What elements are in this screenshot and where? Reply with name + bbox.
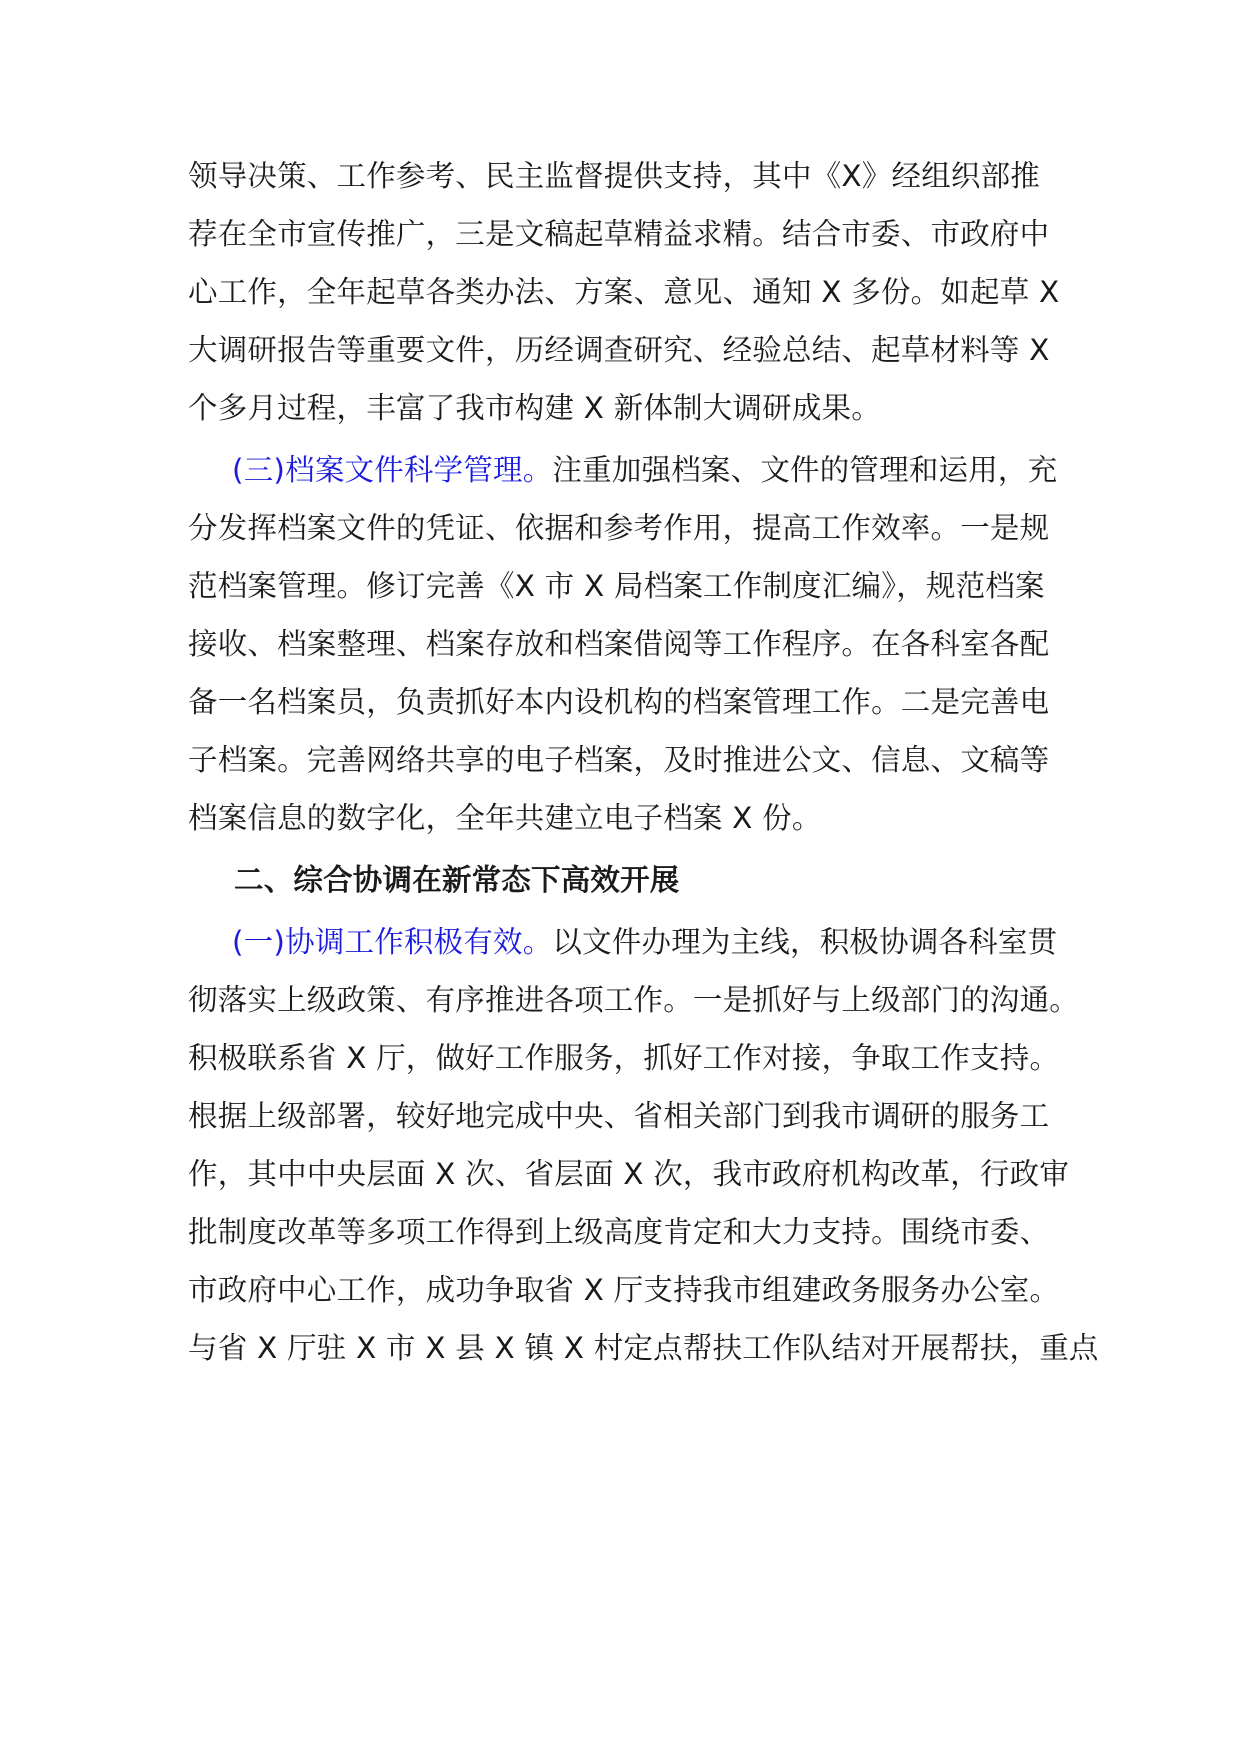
section-heading-2: 二、综合协调在新常态下高效开展 <box>234 863 680 897</box>
text-line: 荐在全市宣传推广，三是文稿起草精益求精。结合市委、市政府中 <box>188 217 1050 251</box>
text-line: 范档案管理。修订完善《X 市 X 局档案工作制度汇编》，规范档案 <box>188 569 1045 603</box>
text-line: 积极联系省 X 厅，做好工作服务，抓好工作对接，争取工作支持。 <box>188 1041 1060 1075</box>
text-line: 批制度改革等多项工作得到上级高度肯定和大力支持。围绕市委、 <box>188 1215 1050 1249</box>
section-3-text: 注重加强档案、文件的管理和运用，充 <box>552 453 1058 487</box>
text-line: 市政府中心工作，成功争取省 X 厅支持我市组建政务服务办公室。 <box>188 1273 1060 1307</box>
section-3-first-line <box>232 450 1057 490</box>
text-line: 大调研报告等重要文件，历经调查研究、经验总结、起草材料等 X <box>188 333 1050 367</box>
section-1-label: (一)协调工作积极有效。 <box>232 925 553 959</box>
text-line: 接收、档案整理、档案存放和档案借阅等工作程序。在各科室各配 <box>188 627 1050 661</box>
text-line: 子档案。完善网络共享的电子档案，及时推进公文、信息、文稿等 <box>188 743 1050 777</box>
text-line: 作，其中中央层面 X 次、省层面 X 次，我市政府机构改革，行政审 <box>188 1157 1070 1191</box>
text-line: 个多月过程，丰富了我市构建 X 新体制大调研成果。 <box>188 391 881 425</box>
text-line: 领导决策、工作参考、民主监督提供支持，其中《X》经组织部推 <box>188 159 1041 193</box>
text-line: 根据上级部署，较好地完成中央、省相关部门到我市调研的服务工 <box>188 1099 1050 1133</box>
text-line: 彻落实上级政策、有序推进各项工作。一是抓好与上级部门的沟通。 <box>188 983 1080 1017</box>
text-line: 心工作，全年起草各类办法、方案、意见、通知 X 多份。如起草 X <box>188 275 1060 309</box>
text-line: 分发挥档案文件的凭证、依据和参考作用，提高工作效率。一是规 <box>188 511 1050 545</box>
text-line: 档案信息的数字化，全年共建立电子档案 X 份。 <box>188 801 822 835</box>
text-line: 备一名档案员，负责抓好本内设机构的档案管理工作。二是完善电 <box>188 685 1050 719</box>
text-line: 与省 X 厅驻 X 市 X 县 X 镇 X 村定点帮扶工作队结对开展帮扶，重点 <box>188 1331 1099 1365</box>
section-1-text: 以文件办理为主线，积极协调各科室贯 <box>552 925 1058 959</box>
section-1-first-line <box>232 922 1057 962</box>
section-3-label: (三)档案文件科学管理。 <box>232 453 553 487</box>
